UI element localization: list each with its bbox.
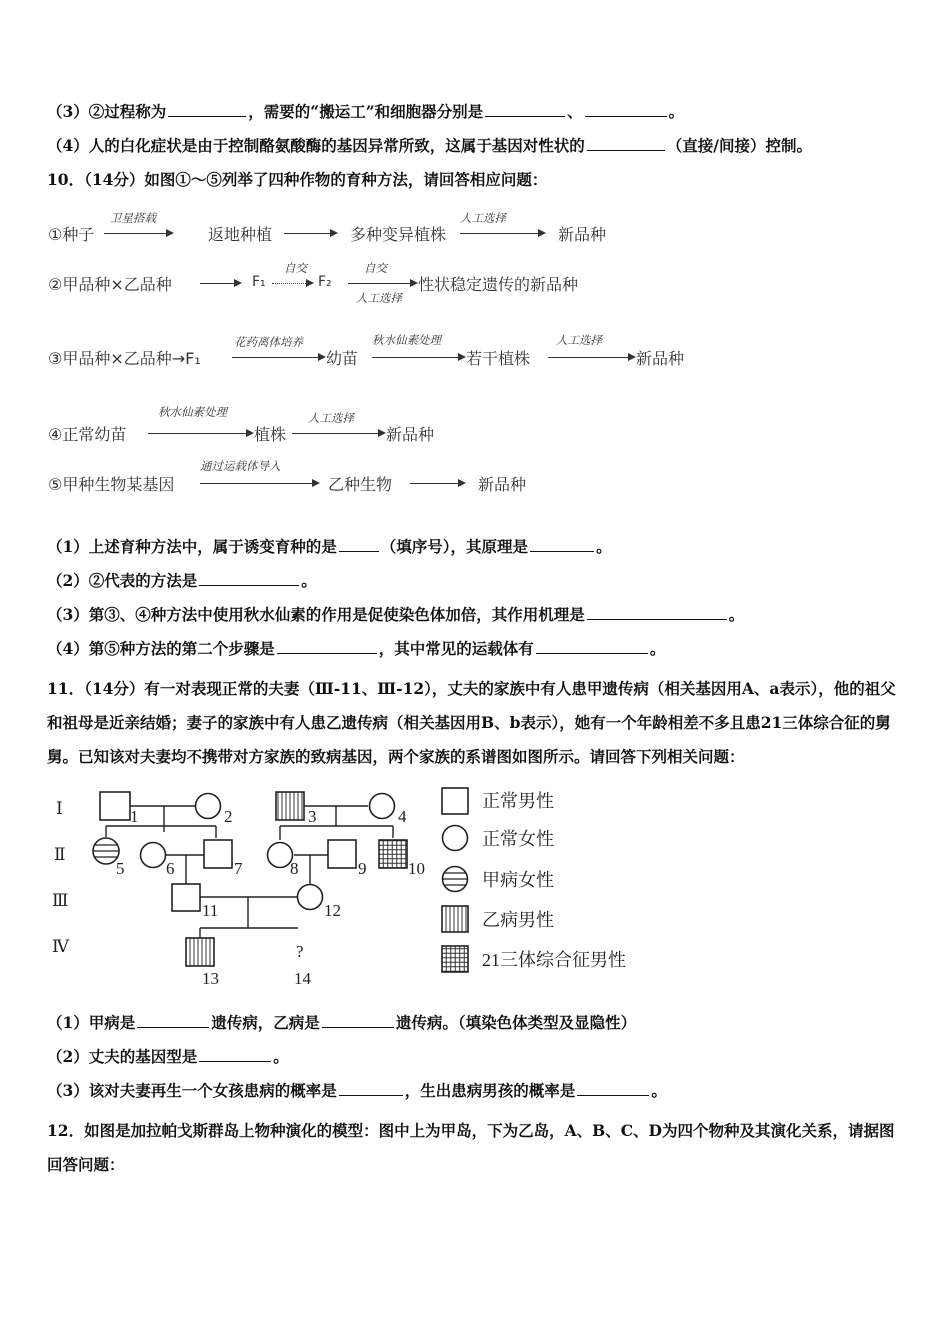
r4-arrow1 <box>148 433 252 434</box>
r2-f2: F₂ <box>318 274 332 290</box>
gen-IV-label: Ⅳ <box>52 937 69 956</box>
gen-II-label: Ⅱ <box>54 845 66 864</box>
id-1: 1 <box>130 807 139 826</box>
gen-III-label: Ⅲ <box>52 891 69 910</box>
q11-sub1: （1）甲病是 遗传病，乙病是 遗传病。（填染色体类型及显隐性） <box>47 1013 637 1032</box>
r1-arrow1 <box>104 233 172 234</box>
answer-blank[interactable] <box>577 1080 649 1096</box>
legend-trisomy21-male: 21三体综合征男性 <box>482 950 626 970</box>
r5-arrow1 <box>200 483 318 484</box>
r2-arrow2 <box>272 283 312 284</box>
r5-mid: 乙种生物 <box>328 475 393 494</box>
r1-arrow2 <box>284 233 336 234</box>
legend-disease-b-male: 乙病男性 <box>482 910 554 930</box>
r4-mid: 植株 <box>254 425 287 444</box>
answer-blank[interactable] <box>168 101 246 117</box>
q11-paragraph: 11．（14分）有一对表现正常的夫妻（Ⅲ-11、Ⅲ-12），丈夫的家族中有人患甲遗传病（相关基因用A、a表示），他的祖父和祖母是近亲结婚；妻子的家族中有人患乙遗传病（相关基因用B、b表示），她有一个年龄相差不多且患21三体综合征的舅舅。已知该对夫妻均不携带对方家族的致病基因，两个家族的系谱图如图所示。请回答下列相关问题： <box>47 679 896 766</box>
r5-start: ⑤甲种生物某基因 <box>48 475 175 494</box>
q10-sub1: （1）上述育种方法中，属于诱变育种的是 （填序号），其原理是 。 <box>47 537 612 556</box>
r1-start: ①种子 <box>48 225 95 244</box>
id-9: 9 <box>358 859 367 878</box>
r1-mid: 返地种植 <box>208 225 273 244</box>
r3-start: ③甲品种×乙品种→F₁ <box>48 349 201 368</box>
id-14: 14 <box>294 969 311 988</box>
r1-arrow3-label: 人工选择 <box>460 211 506 225</box>
q11-sub3: （3）该对夫妻再生一个女孩患病的概率是 ，生出患病男孩的概率是 。 <box>47 1081 667 1100</box>
answer-blank[interactable] <box>339 536 379 552</box>
q9-part3: （3）②过程称为 ，需要的“搬运工”和细胞器分别是 、 。 <box>47 102 685 121</box>
r1-arrow1-label: 卫星搭载 <box>110 211 156 225</box>
r3-arrow3 <box>548 357 634 358</box>
r3-arrow2-label: 秋水仙素处理 <box>372 333 441 347</box>
legend-normal-female: 正常女性 <box>482 829 554 849</box>
id-5: 5 <box>116 859 125 878</box>
q10-sub3: （3）第③、④种方法中使用秋水仙素的作用是促使染色体加倍，其作用机理是 。 <box>47 605 745 624</box>
legend-normal-male: 正常男性 <box>482 791 554 811</box>
q12-paragraph: 12．如图是加拉帕戈斯群岛上物种演化的模型：图中上为甲岛，下为乙岛，A、B、C、D为四个物种及其演化关系，请据图回答问题： <box>47 1121 895 1174</box>
answer-blank[interactable] <box>485 101 565 117</box>
answer-blank[interactable] <box>277 638 377 654</box>
id-4: 4 <box>398 807 407 826</box>
q10-sub4: （4）第⑤种方法的第二个步骤是 ，其中常见的运载体有 。 <box>47 639 666 658</box>
r2-arrow2-label: 自交 <box>284 261 307 275</box>
id-13: 13 <box>202 969 219 988</box>
pedigree-chart <box>48 780 668 990</box>
unknown-child-mark: ? <box>296 942 304 961</box>
r2-arrow3-label-top: 自交 <box>364 261 387 275</box>
answer-blank[interactable] <box>587 604 727 620</box>
r2-arrow1 <box>200 283 240 284</box>
answer-blank[interactable] <box>322 1012 394 1028</box>
r4-arrow2 <box>292 433 384 434</box>
answer-blank[interactable] <box>137 1012 209 1028</box>
r2-arrow3-label-bottom: 人工选择 <box>356 291 402 305</box>
r2-f1: F₁ <box>252 274 266 290</box>
q11-sub2: （2）丈夫的基因型是 。 <box>47 1047 289 1066</box>
breeding-scheme <box>48 208 728 498</box>
r2-arrow3 <box>348 283 416 284</box>
id-3: 3 <box>308 807 317 826</box>
r3-arrow1-label: 花药离体培养 <box>234 335 303 349</box>
r3-mid2: 若干植株 <box>466 349 531 368</box>
r4-arrow1-label: 秋水仙素处理 <box>158 405 227 419</box>
q10-header: 10．（14分）如图①～⑤列举了四种作物的育种方法，请回答相应问题： <box>47 170 548 189</box>
r1-mid2: 多种变异植株 <box>350 225 447 244</box>
answer-blank[interactable] <box>339 1080 403 1096</box>
r5-arrow2 <box>410 483 464 484</box>
r4-arrow2-label: 人工选择 <box>308 411 354 425</box>
r2-end: 性状稳定遗传的新品种 <box>418 275 579 294</box>
r3-arrow1 <box>232 357 324 358</box>
r4-end: 新品种 <box>386 425 435 444</box>
answer-blank[interactable] <box>587 135 665 151</box>
r5-end: 新品种 <box>478 475 527 494</box>
id-11: 11 <box>202 901 219 920</box>
id-8: 8 <box>290 859 299 878</box>
id-6: 6 <box>166 859 175 878</box>
answer-blank[interactable] <box>585 101 667 117</box>
id-2: 2 <box>224 807 233 826</box>
answer-blank[interactable] <box>530 536 594 552</box>
gen-I-label: Ⅰ <box>56 799 63 818</box>
r5-arrow1-label: 通过运载体导入 <box>200 459 281 473</box>
id-10: 10 <box>408 859 425 878</box>
r4-start: ④正常幼苗 <box>48 425 127 444</box>
id-12: 12 <box>324 901 341 920</box>
r3-arrow2 <box>372 357 464 358</box>
q9-part4: （4）人的白化症状是由于控制酪氨酸酶的基因异常所致，这属于基因对性状的 （直接/间接）控制。 <box>47 136 812 155</box>
r3-end: 新品种 <box>636 349 685 368</box>
legend-disease-a-female: 甲病女性 <box>482 870 554 890</box>
r2-start: ②甲品种×乙品种 <box>48 275 172 294</box>
r3-mid: 幼苗 <box>326 349 359 368</box>
answer-blank[interactable] <box>199 570 299 586</box>
r3-arrow3-label: 人工选择 <box>556 333 602 347</box>
r1-end: 新品种 <box>558 225 607 244</box>
r1-arrow3 <box>460 233 544 234</box>
q10-sub2: （2）②代表的方法是 。 <box>47 571 317 590</box>
answer-blank[interactable] <box>199 1046 271 1062</box>
id-7: 7 <box>234 859 243 878</box>
answer-blank[interactable] <box>536 638 648 654</box>
